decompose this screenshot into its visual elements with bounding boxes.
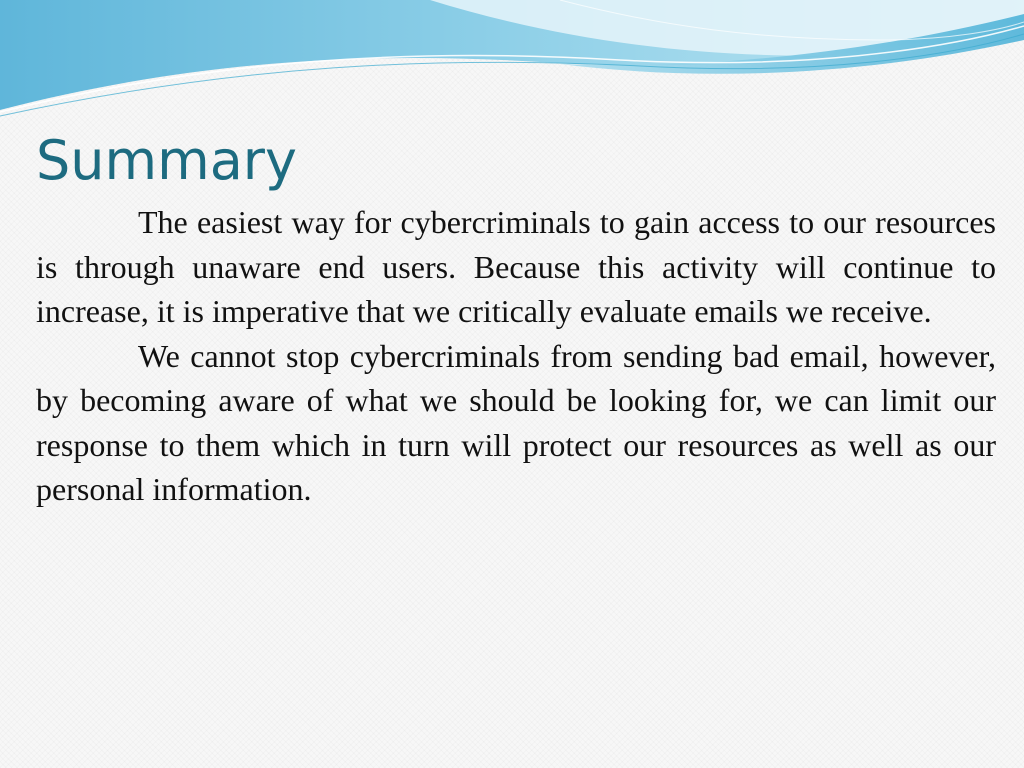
slide-body [36, 200, 996, 512]
body-paragraph-2: We cannot stop cybercriminals from sending bad email, however, by becoming aware of what we should be looking for, we can limit our response to them which in turn will protect our resources as well as our personal information. [36, 337, 996, 507]
header-wave-decoration [0, 0, 1024, 120]
body-paragraph-1: The easiest way for cybercriminals to gain access to our resources is through unaware end users. Because this activity will continue to increase, it is imperative that we critically evaluate emails we receive. [36, 204, 996, 329]
slide-title: Summary [36, 129, 297, 192]
